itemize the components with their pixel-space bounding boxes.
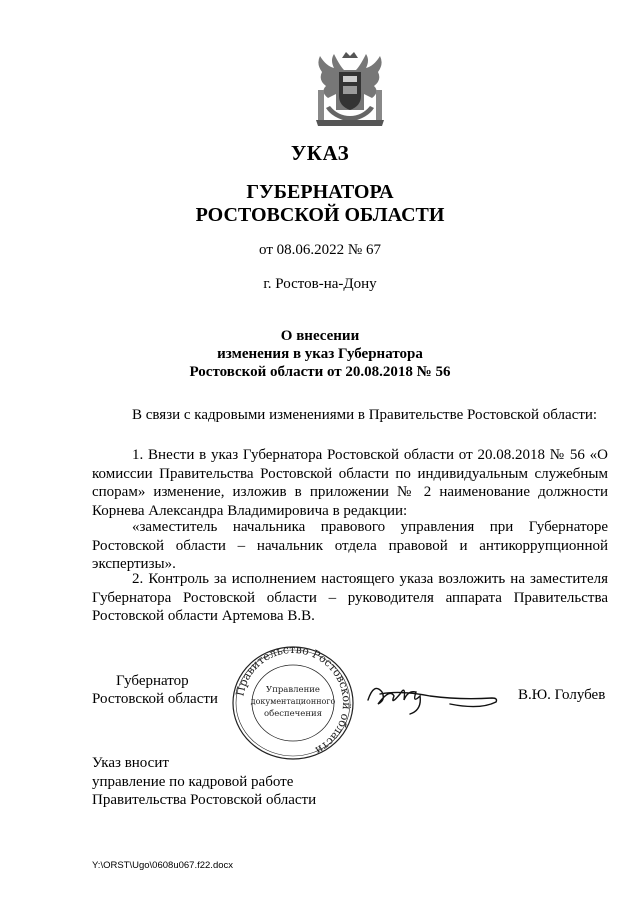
handwritten-signature <box>360 670 500 720</box>
seal-inner-line-1: Управление <box>266 685 320 695</box>
signatory-position <box>92 672 218 708</box>
item-1: 1. Внести в указ Губернатора Ростовской области от 20.08.2018 № 56 «О комиссии Правительства Ростовской области по индивидуальным служебным спорам» изменение, изложив в приложении № 2 наименование должности Корнева Александра Владимировича в редакции: <box>92 447 608 519</box>
seal-outer-text: Правительство Ростовской области <box>233 644 354 758</box>
place: г. Ростов-на-Дону <box>263 276 377 292</box>
item-1-quote: «заместитель начальника правового управления при Губернаторе Ростовской области – начальник отдела правовой и антикоррупционной экспертизы». <box>92 519 608 572</box>
subject-line-3: Ростовской области от 20.08.2018 № 56 <box>189 364 451 380</box>
issuer-line-2: РОСТОВСКОЙ ОБЛАСТИ <box>195 204 445 226</box>
item-2: 2. Контроль за исполнением настоящего указа возложить на заместителя Губернатора Ростовской области – руководителя аппарата Правительства Ростовской области Артемова В.В. <box>92 571 608 624</box>
position-line-1: Губернатор <box>116 673 189 689</box>
preamble: В связи с кадровыми изменениями в Правительстве Ростовской области: <box>132 407 598 423</box>
subject-line-1: О внесении <box>280 328 360 344</box>
file-path: Y:\ORST\Ugo\0608u067.f22.docx <box>92 860 234 871</box>
issuer-line-1: ГУБЕРНАТОРА <box>246 181 394 203</box>
signatory-name: В.Ю. Голубев <box>518 687 606 703</box>
seal-inner-line-2: документационного <box>250 697 336 706</box>
submitted-line-1: Указ вносит <box>92 755 169 771</box>
subject-title <box>0 327 640 381</box>
date-number: от 08.06.2022 № 67 <box>259 242 381 258</box>
submitted-by <box>92 754 316 810</box>
submitted-line-2: управление по кадровой работе <box>92 773 294 790</box>
submitted-line-3: Правительства Ростовской области <box>92 792 317 808</box>
document-type: УКАЗ <box>290 141 350 165</box>
coat-of-arms-icon <box>312 50 388 130</box>
position-line-2: Ростовской области <box>92 691 218 707</box>
issuer-title <box>0 181 640 227</box>
official-seal <box>230 644 356 762</box>
seal-inner-line-3: обеспечения <box>263 709 323 719</box>
subject-line-2: изменения в указ Губернатора <box>217 346 423 362</box>
